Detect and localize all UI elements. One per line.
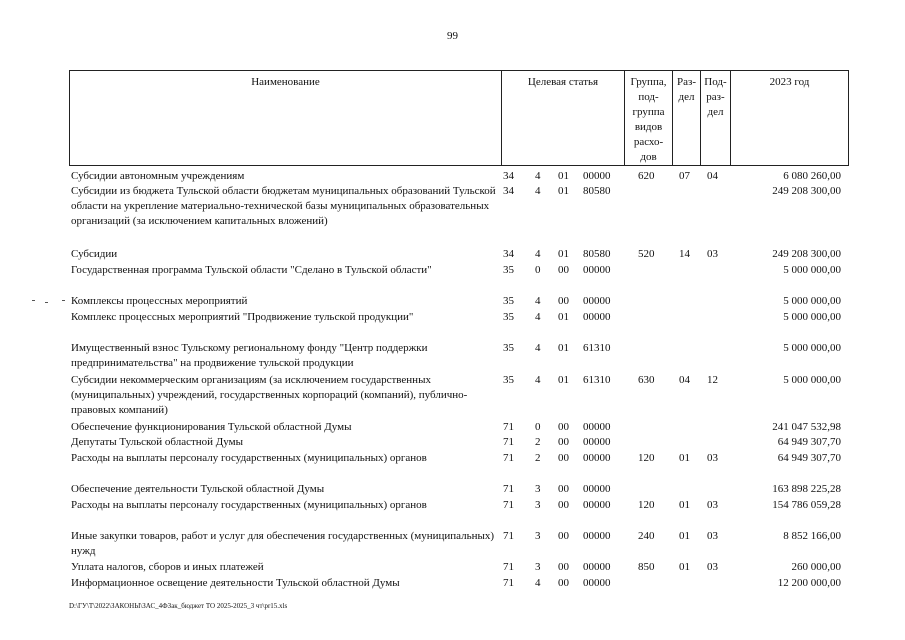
row-cell-c: 00: [558, 483, 569, 495]
row-cell-b: 0: [535, 264, 541, 276]
row-name: Имущественный взнос Тульскому региональному фонду "Центр поддержки предпринимательства" на продвижение тульской продукции: [71, 342, 428, 369]
row-amount: 64 949 307,70: [777, 436, 841, 448]
row-cell-c: 01: [558, 248, 569, 260]
margin-mark: [32, 300, 35, 301]
row-name: Субсидии из бюджета Тульской области бюджетам муниципальных образований Тульской области на укрепление материально-технической базы муниципальных образовательных организаций (за исключением капитальных вложений): [71, 185, 496, 227]
row-cell-ss: 03: [707, 452, 718, 464]
row-cell-b: 4: [535, 295, 541, 307]
row-cell-c: 00: [558, 295, 569, 307]
row-cell-d: 00000: [583, 421, 611, 433]
header-target: Целевая статья: [502, 71, 625, 165]
row-cell-a: 35: [503, 295, 514, 307]
row-amount: 249 208 300,00: [772, 248, 841, 260]
row-cell-b: 4: [535, 342, 541, 354]
row-cell-a: 71: [503, 421, 514, 433]
row-cell-d: 61310: [583, 342, 611, 354]
row-cell-c: 00: [558, 421, 569, 433]
row-cell-b: 2: [535, 452, 541, 464]
row-cell-d: 00000: [583, 499, 611, 511]
table-header: [69, 70, 849, 166]
row-cell-ss: 03: [707, 561, 718, 573]
row-cell-c: 00: [558, 577, 569, 589]
row-amount: 5 000 000,00: [783, 295, 841, 307]
row-cell-c: 01: [558, 185, 569, 197]
row-cell-ss: 03: [707, 499, 718, 511]
row-amount: 5 000 000,00: [783, 264, 841, 276]
row-cell-s: 01: [679, 452, 690, 464]
row-name: Информационное освещение деятельности Тульской областной Думы: [71, 577, 400, 589]
header-group: Группа, под- группа видов расхо- дов: [625, 71, 673, 165]
row-cell-ss: 03: [707, 248, 718, 260]
row-name: Обеспечение деятельности Тульской областной Думы: [71, 483, 325, 495]
row-cell-a: 35: [503, 264, 514, 276]
row-cell-s: 01: [679, 499, 690, 511]
row-cell-b: 0: [535, 421, 541, 433]
row-cell-s: 14: [679, 248, 690, 260]
row-cell-c: 00: [558, 264, 569, 276]
header-name: Наименование: [70, 71, 502, 165]
row-amount: 249 208 300,00: [772, 185, 841, 197]
row-amount: 6 080 260,00: [783, 170, 841, 182]
row-cell-b: 4: [535, 577, 541, 589]
row-cell-d: 80580: [583, 185, 611, 197]
row-amount: 5 000 000,00: [783, 342, 841, 354]
row-name: Комплекс процессных мероприятий "Продвижение тульской продукции": [71, 311, 414, 323]
row-amount: 154 786 059,28: [772, 499, 841, 511]
row-cell-b: 4: [535, 374, 541, 386]
row-cell-a: 71: [503, 530, 514, 542]
row-cell-c: 00: [558, 530, 569, 542]
row-cell-d: 00000: [583, 311, 611, 323]
row-cell-d: 00000: [583, 295, 611, 307]
row-cell-d: 00000: [583, 452, 611, 464]
row-name: Иные закупки товаров, работ и услуг для обеспечения государственных (муниципальных) нужд: [71, 530, 495, 557]
row-amount: 5 000 000,00: [783, 311, 841, 323]
header-section: Раз- дел: [673, 71, 701, 165]
row-cell-c: 00: [558, 452, 569, 464]
row-cell-b: 3: [535, 483, 541, 495]
row-cell-s: 04: [679, 374, 690, 386]
row-cell-c: 01: [558, 311, 569, 323]
row-cell-a: 35: [503, 342, 514, 354]
row-name: Государственная программа Тульской области "Сделано в Тульской области": [71, 264, 432, 276]
row-cell-g: 630: [638, 374, 655, 386]
row-cell-a: 35: [503, 311, 514, 323]
row-amount: 163 898 225,28: [772, 483, 841, 495]
row-cell-ss: 12: [707, 374, 718, 386]
row-cell-g: 120: [638, 499, 655, 511]
row-name: Комплексы процессных мероприятий: [71, 295, 248, 307]
row-cell-a: 71: [503, 452, 514, 464]
row-cell-d: 00000: [583, 530, 611, 542]
row-amount: 64 949 307,70: [777, 452, 841, 464]
row-cell-a: 71: [503, 499, 514, 511]
row-cell-a: 71: [503, 577, 514, 589]
row-cell-b: 4: [535, 311, 541, 323]
row-cell-b: 4: [535, 185, 541, 197]
row-cell-a: 71: [503, 483, 514, 495]
row-cell-ss: 03: [707, 530, 718, 542]
row-cell-d: 00000: [583, 577, 611, 589]
row-name: Субсидии некоммерческим организациям (за исключением государственных (муниципальных) учреждений, государственных корпораций (компаний), публично-правовых компаний): [71, 374, 468, 416]
row-amount: 241 047 532,98: [772, 421, 841, 433]
row-cell-b: 3: [535, 530, 541, 542]
row-cell-d: 00000: [583, 561, 611, 573]
row-cell-c: 00: [558, 499, 569, 511]
row-cell-a: 35: [503, 374, 514, 386]
row-cell-d: 00000: [583, 483, 611, 495]
row-name: Обеспечение функционирования Тульской областной Думы: [71, 421, 352, 433]
row-cell-b: 4: [535, 170, 541, 182]
row-cell-g: 240: [638, 530, 655, 542]
row-amount: 260 000,00: [791, 561, 841, 573]
row-cell-d: 00000: [583, 436, 611, 448]
row-amount: 5 000 000,00: [783, 374, 841, 386]
page-number: 99: [447, 30, 458, 42]
row-cell-a: 71: [503, 561, 514, 573]
row-name: Субсидии: [71, 248, 118, 260]
header-subsection: Под- раз- дел: [701, 71, 731, 165]
row-cell-a: 71: [503, 436, 514, 448]
row-cell-s: 01: [679, 561, 690, 573]
margin-mark: [62, 300, 65, 301]
row-cell-g: 520: [638, 248, 655, 260]
row-cell-c: 00: [558, 561, 569, 573]
row-cell-d: 80580: [583, 248, 611, 260]
row-cell-ss: 04: [707, 170, 718, 182]
row-amount: 8 852 166,00: [783, 530, 841, 542]
row-cell-b: 2: [535, 436, 541, 448]
row-cell-d: 00000: [583, 170, 611, 182]
row-name: Уплата налогов, сборов и иных платежей: [71, 561, 264, 573]
row-cell-c: 01: [558, 170, 569, 182]
row-cell-g: 850: [638, 561, 655, 573]
row-cell-b: 4: [535, 248, 541, 260]
row-cell-a: 34: [503, 170, 514, 182]
row-name: Расходы на выплаты персоналу государственных (муниципальных) органов: [71, 452, 427, 464]
row-cell-a: 34: [503, 248, 514, 260]
row-amount: 12 200 000,00: [777, 577, 841, 589]
header-year: 2023 год: [769, 76, 810, 88]
row-cell-d: 61310: [583, 374, 611, 386]
row-cell-b: 3: [535, 499, 541, 511]
row-cell-s: 01: [679, 530, 690, 542]
row-name: Субсидии автономным учреждениям: [71, 170, 245, 182]
footer-path: D:\ГУ\Т\2022\ЗАКОНЫ\ЗАС_4ФЗак_бюджет ТО 2025-2025_3 чт\pr15.xls: [69, 602, 288, 610]
row-cell-c: 01: [558, 374, 569, 386]
margin-mark: [45, 302, 48, 303]
row-cell-b: 3: [535, 561, 541, 573]
row-cell-c: 00: [558, 436, 569, 448]
row-cell-g: 620: [638, 170, 655, 182]
row-cell-s: 07: [679, 170, 690, 182]
row-cell-a: 34: [503, 185, 514, 197]
row-cell-g: 120: [638, 452, 655, 464]
row-cell-d: 00000: [583, 264, 611, 276]
row-name: Расходы на выплаты персоналу государственных (муниципальных) органов: [71, 499, 427, 511]
row-cell-c: 01: [558, 342, 569, 354]
row-name: Депутаты Тульской областной Думы: [71, 436, 244, 448]
